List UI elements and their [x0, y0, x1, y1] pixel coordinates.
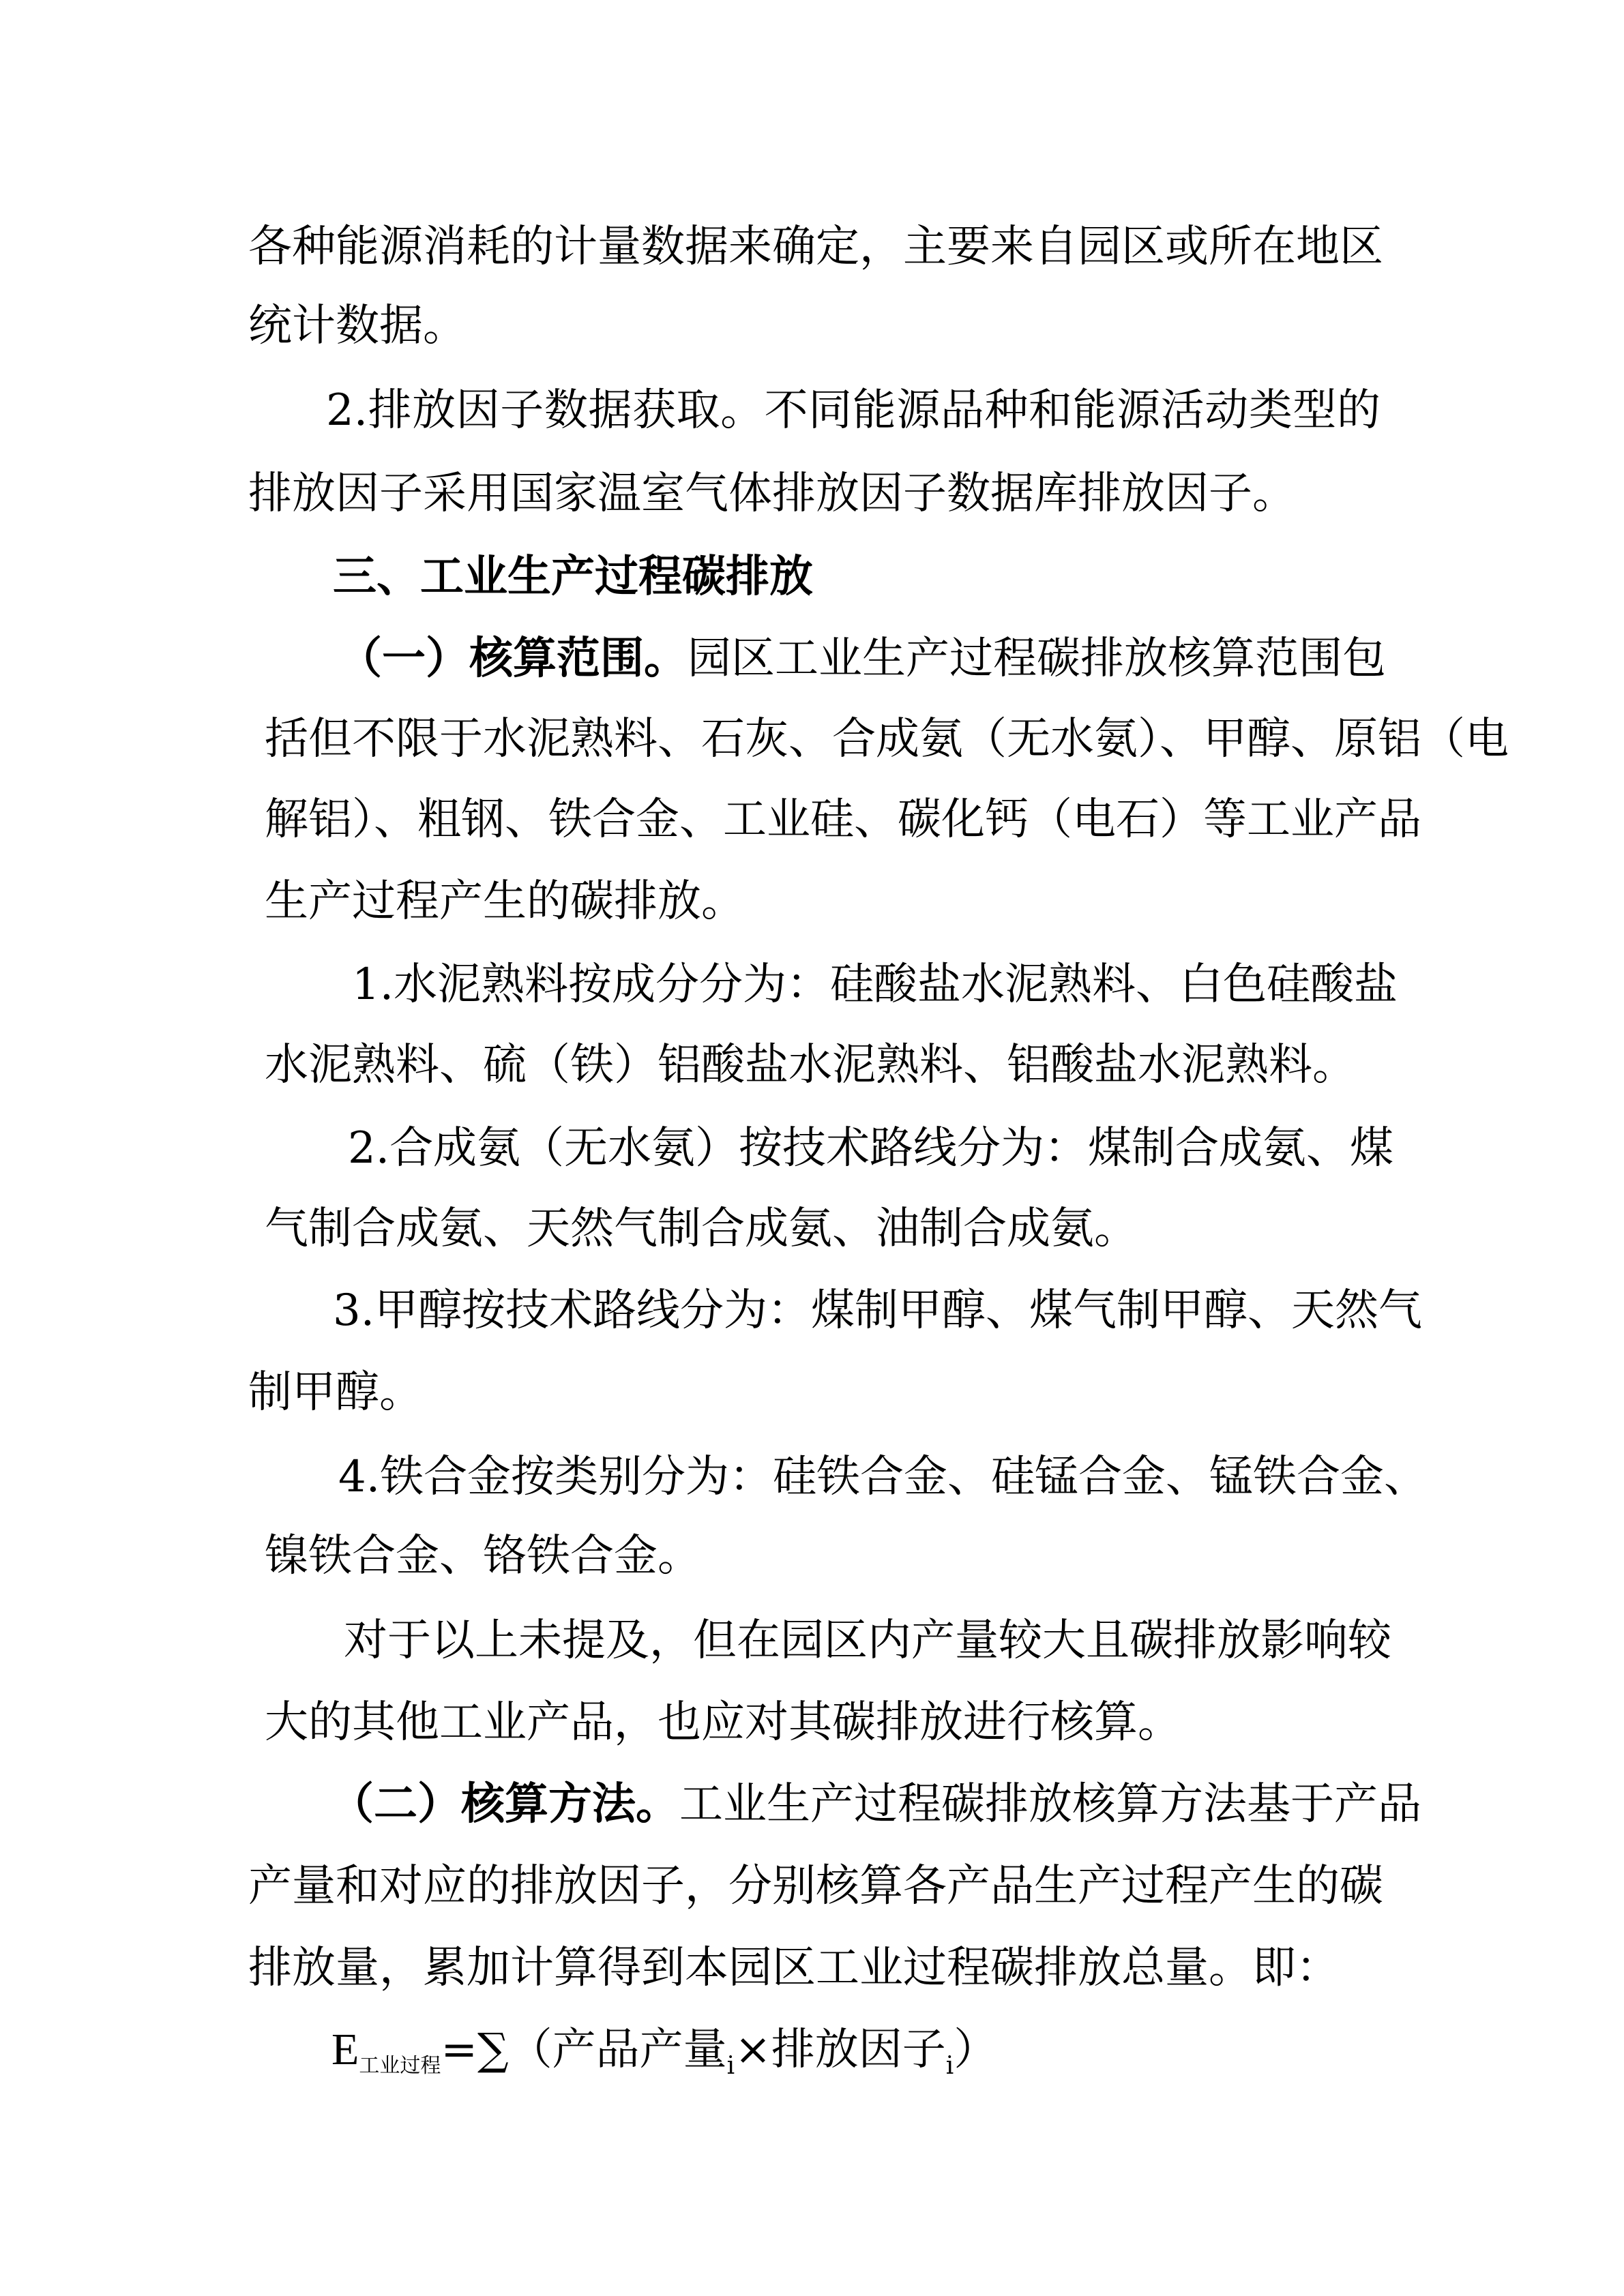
paragraph-line: 排放量，累加计算得到本园区工业过程碳排放总量。即：: [248, 1943, 1340, 1993]
formula-sum: =∑（产品产量: [441, 2025, 727, 2075]
paragraph-line: 生产过程产生的碳排放。: [265, 876, 745, 927]
paragraph-line: [338, 631, 1386, 686]
list-item-line: 1.水泥熟料按成分分为：硅酸盐水泥熟料、白色硅酸盐: [352, 959, 1398, 1010]
formula-variable: E: [331, 2025, 359, 2074]
list-item-line: 水泥熟料、硫（铁）铝酸盐水泥熟料、铝酸盐水泥熟料。: [265, 1040, 1356, 1090]
paragraph-line: 大的其他工业产品，也应对其碳排放进行核算。: [265, 1697, 1181, 1748]
paragraph-text: 工业生产过程碳排放核算方法基于产品: [679, 1779, 1421, 1830]
paragraph-line: 2.排放因子数据获取。不同能源品种和能源活动类型的: [326, 385, 1381, 436]
list-item-line: 4.铁合金按类别分为：硅铁合金、硅锰合金、锰铁合金、: [338, 1452, 1428, 1502]
paragraph-text: 园区工业生产过程碳排放核算范围包: [688, 633, 1386, 684]
formula-times: ×排放因子: [735, 2025, 946, 2075]
list-item-line: 镍铁合金、铬铁合金。: [265, 1531, 701, 1581]
paragraph-line: [330, 1777, 1421, 1832]
paragraph-line: 括但不限于水泥熟料、石灰、合成氨（无水氨）、甲醇、原铝（电: [265, 714, 1509, 764]
paragraph-line: 对于以上未提及，但在园区内产量较大且碳排放影响较: [344, 1615, 1391, 1666]
formula-index: i: [726, 2052, 735, 2080]
formula-index: i: [945, 2052, 954, 2080]
formula-subscript: 工业过程: [359, 2054, 441, 2078]
list-item-line: 气制合成氨、天然气制合成氨、油制合成氨。: [265, 1204, 1138, 1254]
formula-close: ）: [954, 2025, 998, 2075]
paragraph-line: 产量和对应的排放因子，分别核算各产品生产过程产生的碳: [248, 1861, 1383, 1911]
paragraph-line: 统计数据。: [248, 301, 467, 351]
paragraph-line: 解铝）、粗钢、铁合金、工业硅、碳化钙（电石）等工业产品: [265, 794, 1421, 845]
paragraph-line: 各种能源消耗的计量数据来确定，主要来自园区或所在地区: [248, 222, 1383, 272]
subsection-label: （二）核算方法。: [330, 1778, 679, 1830]
formula: [331, 2023, 1464, 2093]
list-item-line: 制甲醇。: [248, 1367, 423, 1418]
paragraph-line: 排放因子采用国家温室气体排放因子数据库排放因子。: [248, 468, 1296, 519]
list-item-line: 2.合成氨（无水氨）按技术路线分为：煤制合成氨、煤: [348, 1123, 1394, 1174]
list-item-line: 3.甲醇按技术路线分为：煤制甲醇、煤气制甲醇、天然气: [333, 1285, 1423, 1336]
section-heading: 三、工业生产过程碳排放: [333, 552, 813, 602]
subsection-label: （一）核算范围。: [338, 633, 688, 684]
